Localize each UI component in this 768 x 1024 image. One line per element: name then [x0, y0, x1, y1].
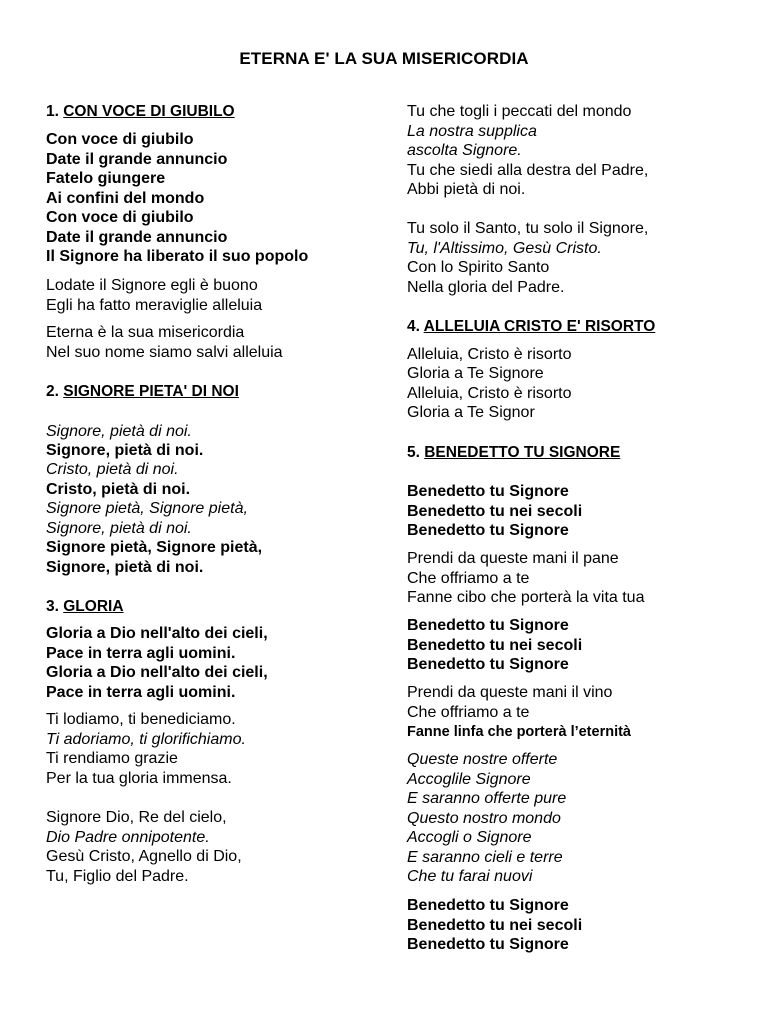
lyric-line: Benedetto tu Signore	[407, 617, 569, 634]
lyric-line: Lodate il Signore egli è buono	[46, 277, 258, 294]
section-number: 5.	[407, 444, 425, 461]
lyric-line: Per la tua gloria immensa.	[46, 770, 232, 787]
lyric-line: Egli ha fatto meraviglie alleluia	[46, 297, 263, 314]
lyric-line: Gloria a Dio nell'alto dei cieli,	[46, 664, 268, 681]
lyric-line: Il Signore ha liberato il suo popolo	[46, 248, 309, 265]
lyric-line: Pace in terra agli uomini.	[46, 684, 236, 701]
lyric-line: Date il grande annuncio	[46, 151, 228, 168]
lyric-line: Tu, l'Altissimo, Gesù Cristo.	[407, 240, 602, 257]
lyric-line: Con voce di giubilo	[46, 131, 194, 148]
lyric-line: Che offriamo a te	[407, 704, 530, 721]
lyric-line: Benedetto tu Signore	[407, 656, 569, 673]
lyric-line: Tu che siedi alla destra del Padre,	[407, 162, 649, 179]
lyric-line: Che offriamo a te	[407, 570, 530, 587]
lyric-line: Signore, pietà di noi.	[46, 442, 204, 459]
lyric-line: Benedetto tu nei secoli	[407, 917, 583, 934]
lyric-line: Pace in terra agli uomini.	[46, 645, 236, 662]
lyric-line: Fanne linfa che porterà l’eternità	[407, 724, 631, 740]
lyric-line: Signore, pietà di noi.	[46, 423, 192, 440]
lyric-line: Eterna è la sua misericordia	[46, 324, 245, 341]
section-number: 2.	[46, 383, 64, 400]
lyric-line: Tu, Figlio del Padre.	[46, 868, 189, 885]
lyric-line: Questo nostro mondo	[407, 810, 561, 827]
lyric-line: Abbi pietà di noi.	[407, 181, 526, 198]
lyric-line: E saranno cieli e terre	[407, 849, 563, 866]
lyric-line: Gloria a Dio nell'alto dei cieli,	[46, 625, 268, 642]
lyric-line: Signore, pietà di noi.	[46, 559, 204, 576]
section-number: 1.	[46, 103, 64, 120]
lyric-line: Fanne cibo che porterà la vita tua	[407, 589, 645, 606]
lyric-line: Signore pietà, Signore pietà,	[46, 539, 263, 556]
section-heading	[46, 102, 235, 122]
lyric-line: Prendi da queste mani il vino	[407, 684, 613, 701]
section-title: ALLELUIA CRISTO E' RISORTO	[423, 318, 656, 335]
lyric-line: Accogli o Signore	[407, 829, 532, 846]
section-title: CON VOCE DI GIUBILO	[63, 103, 235, 120]
lyric-line: Benedetto tu nei secoli	[407, 503, 583, 520]
lyric-line: La nostra supplica	[407, 123, 537, 140]
lyric-line: Gesù Cristo, Agnello di Dio,	[46, 848, 242, 865]
lyric-line: E saranno offerte pure	[407, 790, 567, 807]
lyric-line: Tu solo il Santo, tu solo il Signore,	[407, 220, 649, 237]
lyric-line: Signore, pietà di noi.	[46, 520, 192, 537]
lyric-line: Signore Dio, Re del cielo,	[46, 809, 227, 826]
lyric-line: Accoglile Signore	[407, 771, 531, 788]
lyric-line: Ti adoriamo, ti glorifichiamo.	[46, 731, 246, 748]
lyric-line: Alleluia, Cristo è risorto	[407, 346, 572, 363]
section-heading	[407, 317, 655, 337]
lyric-line: Gloria a Te Signor	[407, 404, 535, 421]
lyric-line: Tu che togli i peccati del mondo	[407, 103, 632, 120]
lyric-line: Benedetto tu Signore	[407, 936, 569, 953]
section-title: GLORIA	[63, 598, 124, 615]
lyric-line: ascolta Signore.	[407, 142, 522, 159]
section-title: SIGNORE PIETA' DI NOI	[63, 383, 239, 400]
lyric-line: Benedetto tu Signore	[407, 897, 569, 914]
document-title: ETERNA E' LA SUA MISERICORDIA	[239, 49, 529, 68]
lyric-line: Signore pietà, Signore pietà,	[46, 500, 248, 517]
lyric-line: Con lo Spirito Santo	[407, 259, 550, 276]
lyric-line: Ti lodiamo, ti benediciamo.	[46, 711, 236, 728]
lyric-line: Date il grande annuncio	[46, 229, 228, 246]
lyric-line: Cristo, pietà di noi.	[46, 481, 191, 498]
lyric-line: Benedetto tu Signore	[407, 522, 569, 539]
section-heading	[46, 597, 124, 617]
lyric-line: Ai confini del mondo	[46, 190, 205, 207]
lyric-line: Cristo, pietà di noi.	[46, 461, 179, 478]
lyric-line: Alleluia, Cristo è risorto	[407, 385, 572, 402]
section-title: BENEDETTO TU SIGNORE	[424, 444, 621, 461]
section-number: 3.	[46, 598, 64, 615]
section-heading	[407, 443, 620, 463]
lyric-line: Benedetto tu nei secoli	[407, 637, 583, 654]
lyric-line: Benedetto tu Signore	[407, 483, 569, 500]
section-heading	[46, 382, 239, 402]
lyric-line: Nella gloria del Padre.	[407, 279, 565, 296]
lyric-line: Fatelo giungere	[46, 170, 166, 187]
section-number: 4.	[407, 318, 424, 335]
lyric-line: Prendi da queste mani il pane	[407, 550, 619, 567]
lyric-line: Dio Padre onnipotente.	[46, 829, 210, 846]
lyric-line: Ti rendiamo grazie	[46, 750, 178, 767]
lyric-line: Che tu farai nuovi	[407, 868, 533, 885]
lyric-line: Queste nostre offerte	[407, 751, 558, 768]
lyric-line: Con voce di giubilo	[46, 209, 194, 226]
lyric-line: Gloria a Te Signore	[407, 365, 544, 382]
lyric-line: Nel suo nome siamo salvi alleluia	[46, 344, 283, 361]
